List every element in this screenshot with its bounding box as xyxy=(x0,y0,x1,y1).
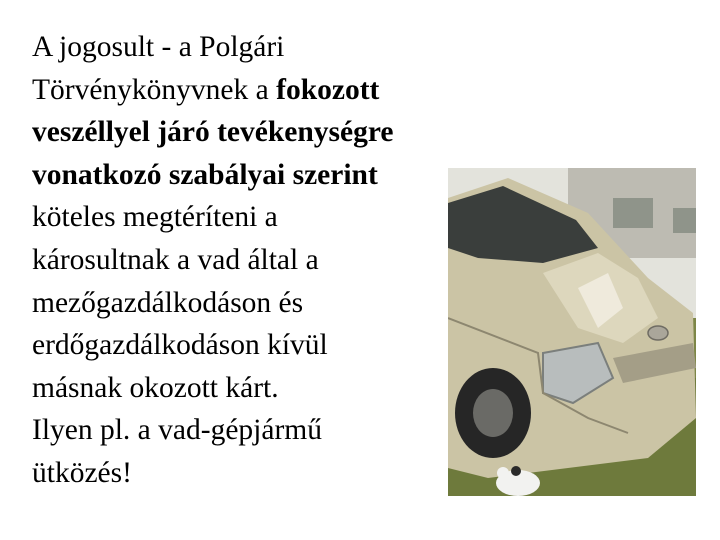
text-line-6: károsultnak a vad által a xyxy=(32,243,319,276)
text-line-7: mezőgazdálkodáson és xyxy=(32,286,304,319)
text-line-2: Törvénykönyvnek a fokozott xyxy=(32,73,380,106)
text-line-5: köteles megtéríteni a xyxy=(32,201,278,234)
slide-text xyxy=(32,26,492,495)
text-line-10: Ilyen pl. a vad-gépjármű xyxy=(32,414,322,447)
text-line-3: veszéllyel járó tevékenységre xyxy=(32,116,394,149)
text-line-9: másnak okozott kárt. xyxy=(32,371,279,404)
text-line-8: erdőgazdálkodáson kívül xyxy=(32,329,328,362)
text-line-11: ütközés! xyxy=(32,456,132,489)
text-line-4: vonatkozó szabályai szerint xyxy=(32,158,378,191)
text-line-1: A jogosult - a Polgári xyxy=(32,31,285,63)
bold-text: fokozott xyxy=(276,73,380,106)
